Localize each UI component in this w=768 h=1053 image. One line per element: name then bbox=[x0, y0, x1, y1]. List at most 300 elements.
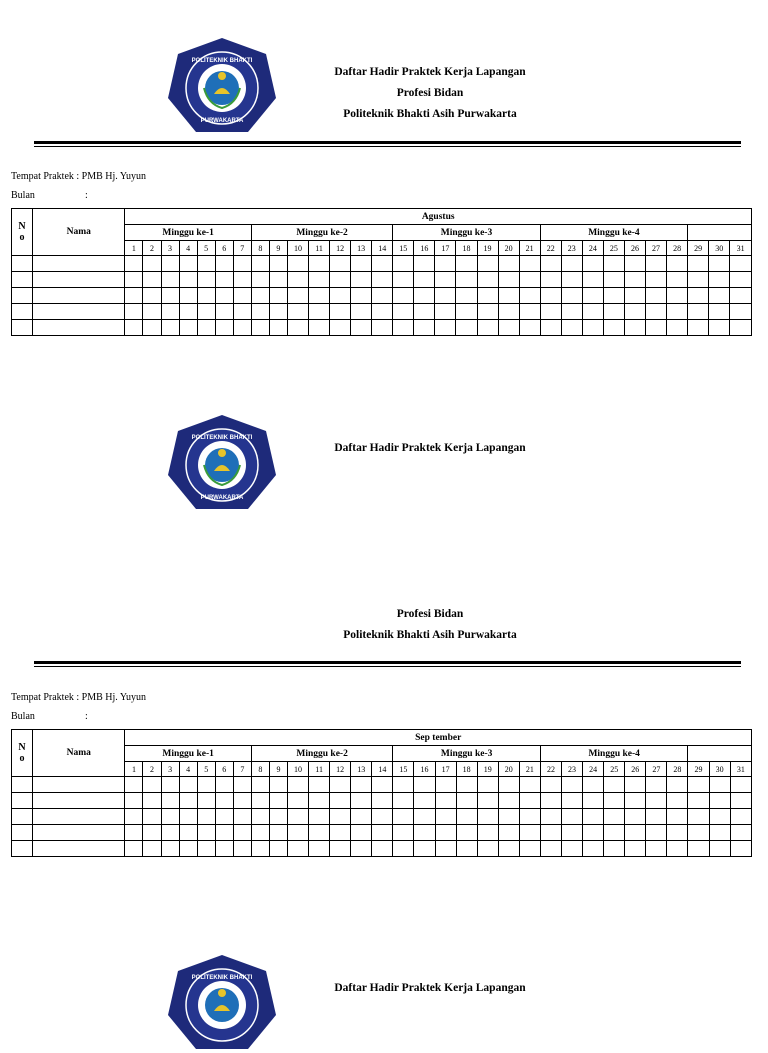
no-cell[interactable] bbox=[12, 256, 33, 272]
attendance-cell[interactable] bbox=[414, 793, 435, 809]
attendance-cell[interactable] bbox=[143, 320, 161, 336]
attendance-cell[interactable] bbox=[688, 320, 709, 336]
nama-cell[interactable] bbox=[33, 320, 125, 336]
attendance-cell[interactable] bbox=[287, 793, 308, 809]
attendance-cell[interactable] bbox=[143, 272, 161, 288]
attendance-cell[interactable] bbox=[456, 288, 477, 304]
attendance-cell[interactable] bbox=[309, 793, 330, 809]
attendance-cell[interactable] bbox=[519, 272, 540, 288]
attendance-cell[interactable] bbox=[435, 272, 456, 288]
attendance-cell[interactable] bbox=[667, 256, 688, 272]
attendance-cell[interactable] bbox=[540, 841, 561, 857]
attendance-cell[interactable] bbox=[372, 304, 393, 320]
attendance-cell[interactable] bbox=[709, 272, 730, 288]
attendance-cell[interactable] bbox=[179, 793, 197, 809]
attendance-cell[interactable] bbox=[456, 793, 477, 809]
attendance-cell[interactable] bbox=[709, 825, 730, 841]
attendance-cell[interactable] bbox=[161, 809, 179, 825]
attendance-cell[interactable] bbox=[414, 777, 435, 793]
attendance-cell[interactable] bbox=[667, 272, 688, 288]
attendance-cell[interactable] bbox=[309, 809, 330, 825]
attendance-cell[interactable] bbox=[309, 841, 330, 857]
attendance-cell[interactable] bbox=[603, 256, 624, 272]
attendance-cell[interactable] bbox=[179, 304, 197, 320]
attendance-cell[interactable] bbox=[393, 320, 414, 336]
attendance-cell[interactable] bbox=[709, 288, 730, 304]
attendance-cell[interactable] bbox=[562, 809, 583, 825]
attendance-cell[interactable] bbox=[161, 320, 179, 336]
attendance-cell[interactable] bbox=[709, 304, 730, 320]
attendance-cell[interactable] bbox=[161, 288, 179, 304]
attendance-cell[interactable] bbox=[215, 320, 233, 336]
attendance-cell[interactable] bbox=[646, 777, 667, 793]
attendance-cell[interactable] bbox=[519, 288, 540, 304]
attendance-cell[interactable] bbox=[351, 304, 372, 320]
nama-cell[interactable] bbox=[33, 288, 125, 304]
attendance-cell[interactable] bbox=[251, 841, 269, 857]
attendance-cell[interactable] bbox=[197, 288, 215, 304]
attendance-cell[interactable] bbox=[582, 272, 603, 288]
attendance-cell[interactable] bbox=[477, 825, 498, 841]
attendance-cell[interactable] bbox=[709, 777, 730, 793]
attendance-cell[interactable] bbox=[603, 272, 624, 288]
attendance-cell[interactable] bbox=[477, 320, 498, 336]
attendance-cell[interactable] bbox=[197, 777, 215, 793]
attendance-cell[interactable] bbox=[688, 777, 709, 793]
attendance-cell[interactable] bbox=[498, 304, 519, 320]
attendance-cell[interactable] bbox=[125, 288, 143, 304]
attendance-cell[interactable] bbox=[251, 777, 269, 793]
attendance-cell[interactable] bbox=[125, 304, 143, 320]
attendance-cell[interactable] bbox=[456, 304, 477, 320]
attendance-cell[interactable] bbox=[540, 809, 561, 825]
attendance-cell[interactable] bbox=[372, 320, 393, 336]
attendance-cell[interactable] bbox=[251, 825, 269, 841]
attendance-cell[interactable] bbox=[179, 825, 197, 841]
attendance-cell[interactable] bbox=[233, 825, 251, 841]
attendance-cell[interactable] bbox=[540, 304, 561, 320]
attendance-cell[interactable] bbox=[435, 256, 456, 272]
attendance-cell[interactable] bbox=[519, 777, 540, 793]
attendance-cell[interactable] bbox=[351, 320, 372, 336]
attendance-cell[interactable] bbox=[477, 841, 498, 857]
attendance-cell[interactable] bbox=[456, 777, 477, 793]
attendance-cell[interactable] bbox=[393, 777, 414, 793]
attendance-cell[interactable] bbox=[540, 777, 561, 793]
attendance-cell[interactable] bbox=[161, 777, 179, 793]
attendance-cell[interactable] bbox=[287, 256, 308, 272]
attendance-cell[interactable] bbox=[730, 777, 751, 793]
attendance-cell[interactable] bbox=[604, 793, 625, 809]
attendance-cell[interactable] bbox=[330, 304, 351, 320]
attendance-cell[interactable] bbox=[215, 809, 233, 825]
attendance-cell[interactable] bbox=[603, 288, 624, 304]
attendance-cell[interactable] bbox=[540, 288, 561, 304]
attendance-cell[interactable] bbox=[688, 793, 709, 809]
attendance-cell[interactable] bbox=[519, 320, 540, 336]
attendance-cell[interactable] bbox=[125, 793, 143, 809]
attendance-cell[interactable] bbox=[730, 825, 751, 841]
attendance-cell[interactable] bbox=[435, 809, 456, 825]
nama-cell[interactable] bbox=[33, 809, 125, 825]
attendance-cell[interactable] bbox=[309, 304, 330, 320]
attendance-cell[interactable] bbox=[143, 825, 161, 841]
attendance-cell[interactable] bbox=[625, 809, 646, 825]
attendance-cell[interactable] bbox=[730, 841, 751, 857]
attendance-cell[interactable] bbox=[624, 304, 645, 320]
attendance-cell[interactable] bbox=[125, 272, 143, 288]
attendance-cell[interactable] bbox=[309, 825, 330, 841]
attendance-cell[interactable] bbox=[143, 256, 161, 272]
attendance-cell[interactable] bbox=[125, 825, 143, 841]
attendance-cell[interactable] bbox=[143, 288, 161, 304]
attendance-cell[interactable] bbox=[582, 256, 603, 272]
attendance-cell[interactable] bbox=[498, 256, 519, 272]
attendance-cell[interactable] bbox=[456, 320, 477, 336]
attendance-cell[interactable] bbox=[667, 288, 688, 304]
attendance-cell[interactable] bbox=[251, 304, 269, 320]
attendance-cell[interactable] bbox=[414, 320, 435, 336]
attendance-cell[interactable] bbox=[309, 272, 330, 288]
attendance-cell[interactable] bbox=[393, 272, 414, 288]
attendance-cell[interactable] bbox=[215, 777, 233, 793]
attendance-cell[interactable] bbox=[179, 320, 197, 336]
attendance-cell[interactable] bbox=[179, 777, 197, 793]
attendance-cell[interactable] bbox=[269, 304, 287, 320]
attendance-cell[interactable] bbox=[372, 272, 393, 288]
attendance-cell[interactable] bbox=[688, 288, 709, 304]
attendance-cell[interactable] bbox=[435, 320, 456, 336]
attendance-cell[interactable] bbox=[688, 809, 709, 825]
attendance-cell[interactable] bbox=[477, 272, 498, 288]
attendance-cell[interactable] bbox=[540, 825, 561, 841]
attendance-cell[interactable] bbox=[179, 809, 197, 825]
attendance-cell[interactable] bbox=[667, 809, 688, 825]
attendance-cell[interactable] bbox=[233, 793, 251, 809]
attendance-cell[interactable] bbox=[730, 272, 752, 288]
attendance-cell[interactable] bbox=[625, 841, 646, 857]
attendance-cell[interactable] bbox=[269, 825, 287, 841]
attendance-cell[interactable] bbox=[269, 288, 287, 304]
nama-cell[interactable] bbox=[33, 304, 125, 320]
attendance-cell[interactable] bbox=[730, 320, 752, 336]
attendance-cell[interactable] bbox=[709, 256, 730, 272]
attendance-cell[interactable] bbox=[477, 809, 498, 825]
nama-cell[interactable] bbox=[33, 841, 125, 857]
attendance-cell[interactable] bbox=[215, 288, 233, 304]
attendance-cell[interactable] bbox=[372, 841, 393, 857]
attendance-cell[interactable] bbox=[351, 272, 372, 288]
attendance-cell[interactable] bbox=[498, 272, 519, 288]
attendance-cell[interactable] bbox=[287, 288, 308, 304]
attendance-cell[interactable] bbox=[179, 256, 197, 272]
attendance-cell[interactable] bbox=[519, 809, 540, 825]
attendance-cell[interactable] bbox=[498, 320, 519, 336]
attendance-cell[interactable] bbox=[309, 288, 330, 304]
attendance-cell[interactable] bbox=[125, 256, 143, 272]
attendance-cell[interactable] bbox=[197, 841, 215, 857]
attendance-cell[interactable] bbox=[519, 793, 540, 809]
attendance-cell[interactable] bbox=[562, 777, 583, 793]
attendance-cell[interactable] bbox=[287, 777, 308, 793]
attendance-cell[interactable] bbox=[143, 809, 161, 825]
attendance-cell[interactable] bbox=[143, 304, 161, 320]
attendance-cell[interactable] bbox=[125, 809, 143, 825]
attendance-cell[interactable] bbox=[498, 825, 519, 841]
attendance-cell[interactable] bbox=[477, 256, 498, 272]
attendance-cell[interactable] bbox=[393, 825, 414, 841]
attendance-cell[interactable] bbox=[215, 793, 233, 809]
attendance-cell[interactable] bbox=[309, 320, 330, 336]
attendance-cell[interactable] bbox=[583, 841, 604, 857]
attendance-cell[interactable] bbox=[197, 320, 215, 336]
attendance-cell[interactable] bbox=[161, 304, 179, 320]
attendance-cell[interactable] bbox=[393, 841, 414, 857]
attendance-cell[interactable] bbox=[540, 272, 561, 288]
attendance-cell[interactable] bbox=[561, 320, 582, 336]
attendance-cell[interactable] bbox=[456, 809, 477, 825]
attendance-cell[interactable] bbox=[233, 320, 251, 336]
attendance-cell[interactable] bbox=[179, 288, 197, 304]
no-cell[interactable] bbox=[12, 304, 33, 320]
attendance-cell[interactable] bbox=[215, 304, 233, 320]
attendance-cell[interactable] bbox=[161, 256, 179, 272]
attendance-cell[interactable] bbox=[562, 793, 583, 809]
attendance-cell[interactable] bbox=[179, 272, 197, 288]
attendance-cell[interactable] bbox=[330, 288, 351, 304]
no-cell[interactable] bbox=[12, 809, 33, 825]
no-cell[interactable] bbox=[12, 777, 33, 793]
attendance-cell[interactable] bbox=[251, 793, 269, 809]
attendance-cell[interactable] bbox=[646, 256, 667, 272]
attendance-cell[interactable] bbox=[233, 256, 251, 272]
attendance-cell[interactable] bbox=[143, 793, 161, 809]
attendance-cell[interactable] bbox=[269, 777, 287, 793]
attendance-cell[interactable] bbox=[330, 272, 351, 288]
attendance-cell[interactable] bbox=[287, 841, 308, 857]
attendance-cell[interactable] bbox=[603, 304, 624, 320]
attendance-cell[interactable] bbox=[582, 304, 603, 320]
attendance-cell[interactable] bbox=[540, 320, 561, 336]
attendance-cell[interactable] bbox=[688, 825, 709, 841]
attendance-cell[interactable] bbox=[688, 256, 709, 272]
attendance-cell[interactable] bbox=[540, 256, 561, 272]
nama-cell[interactable] bbox=[33, 272, 125, 288]
attendance-cell[interactable] bbox=[604, 841, 625, 857]
attendance-cell[interactable] bbox=[309, 777, 330, 793]
attendance-cell[interactable] bbox=[309, 256, 330, 272]
attendance-cell[interactable] bbox=[414, 825, 435, 841]
attendance-cell[interactable] bbox=[498, 809, 519, 825]
attendance-cell[interactable] bbox=[351, 809, 372, 825]
attendance-cell[interactable] bbox=[561, 272, 582, 288]
attendance-cell[interactable] bbox=[233, 272, 251, 288]
attendance-cell[interactable] bbox=[667, 841, 688, 857]
attendance-cell[interactable] bbox=[519, 304, 540, 320]
attendance-cell[interactable] bbox=[435, 304, 456, 320]
attendance-cell[interactable] bbox=[251, 320, 269, 336]
attendance-cell[interactable] bbox=[215, 272, 233, 288]
attendance-cell[interactable] bbox=[414, 809, 435, 825]
attendance-cell[interactable] bbox=[351, 777, 372, 793]
attendance-cell[interactable] bbox=[519, 825, 540, 841]
attendance-cell[interactable] bbox=[269, 793, 287, 809]
attendance-cell[interactable] bbox=[251, 288, 269, 304]
attendance-cell[interactable] bbox=[269, 320, 287, 336]
attendance-cell[interactable] bbox=[603, 320, 624, 336]
attendance-cell[interactable] bbox=[709, 793, 730, 809]
attendance-cell[interactable] bbox=[583, 793, 604, 809]
attendance-cell[interactable] bbox=[582, 320, 603, 336]
attendance-cell[interactable] bbox=[179, 841, 197, 857]
attendance-cell[interactable] bbox=[624, 320, 645, 336]
attendance-cell[interactable] bbox=[583, 777, 604, 793]
nama-cell[interactable] bbox=[33, 793, 125, 809]
attendance-cell[interactable] bbox=[143, 841, 161, 857]
nama-cell[interactable] bbox=[33, 825, 125, 841]
attendance-cell[interactable] bbox=[540, 793, 561, 809]
attendance-cell[interactable] bbox=[197, 256, 215, 272]
attendance-cell[interactable] bbox=[414, 288, 435, 304]
attendance-cell[interactable] bbox=[709, 841, 730, 857]
attendance-cell[interactable] bbox=[604, 809, 625, 825]
attendance-cell[interactable] bbox=[604, 777, 625, 793]
attendance-cell[interactable] bbox=[251, 809, 269, 825]
attendance-cell[interactable] bbox=[646, 320, 667, 336]
attendance-cell[interactable] bbox=[562, 825, 583, 841]
attendance-cell[interactable] bbox=[646, 272, 667, 288]
attendance-cell[interactable] bbox=[330, 825, 351, 841]
attendance-cell[interactable] bbox=[269, 809, 287, 825]
attendance-cell[interactable] bbox=[287, 825, 308, 841]
attendance-cell[interactable] bbox=[456, 256, 477, 272]
attendance-cell[interactable] bbox=[269, 272, 287, 288]
attendance-cell[interactable] bbox=[351, 288, 372, 304]
attendance-cell[interactable] bbox=[435, 825, 456, 841]
attendance-cell[interactable] bbox=[730, 288, 752, 304]
attendance-cell[interactable] bbox=[372, 793, 393, 809]
attendance-cell[interactable] bbox=[456, 272, 477, 288]
attendance-cell[interactable] bbox=[709, 809, 730, 825]
attendance-cell[interactable] bbox=[330, 320, 351, 336]
attendance-cell[interactable] bbox=[197, 825, 215, 841]
attendance-cell[interactable] bbox=[435, 793, 456, 809]
attendance-cell[interactable] bbox=[646, 793, 667, 809]
attendance-cell[interactable] bbox=[709, 320, 730, 336]
attendance-cell[interactable] bbox=[351, 793, 372, 809]
attendance-cell[interactable] bbox=[215, 825, 233, 841]
attendance-cell[interactable] bbox=[330, 809, 351, 825]
attendance-cell[interactable] bbox=[435, 288, 456, 304]
attendance-cell[interactable] bbox=[125, 841, 143, 857]
attendance-cell[interactable] bbox=[269, 256, 287, 272]
attendance-cell[interactable] bbox=[624, 256, 645, 272]
attendance-cell[interactable] bbox=[287, 304, 308, 320]
no-cell[interactable] bbox=[12, 288, 33, 304]
attendance-cell[interactable] bbox=[197, 793, 215, 809]
attendance-cell[interactable] bbox=[498, 793, 519, 809]
attendance-cell[interactable] bbox=[477, 304, 498, 320]
attendance-cell[interactable] bbox=[646, 825, 667, 841]
attendance-cell[interactable] bbox=[604, 825, 625, 841]
attendance-cell[interactable] bbox=[498, 288, 519, 304]
attendance-cell[interactable] bbox=[287, 272, 308, 288]
attendance-cell[interactable] bbox=[561, 304, 582, 320]
attendance-cell[interactable] bbox=[393, 793, 414, 809]
attendance-cell[interactable] bbox=[519, 256, 540, 272]
nama-cell[interactable] bbox=[33, 256, 125, 272]
attendance-cell[interactable] bbox=[625, 777, 646, 793]
attendance-cell[interactable] bbox=[161, 793, 179, 809]
attendance-cell[interactable] bbox=[251, 256, 269, 272]
attendance-cell[interactable] bbox=[287, 809, 308, 825]
attendance-cell[interactable] bbox=[498, 841, 519, 857]
no-cell[interactable] bbox=[12, 320, 33, 336]
attendance-cell[interactable] bbox=[233, 777, 251, 793]
attendance-cell[interactable] bbox=[351, 841, 372, 857]
attendance-cell[interactable] bbox=[646, 288, 667, 304]
attendance-cell[interactable] bbox=[393, 256, 414, 272]
attendance-cell[interactable] bbox=[330, 793, 351, 809]
attendance-cell[interactable] bbox=[688, 272, 709, 288]
attendance-cell[interactable] bbox=[498, 777, 519, 793]
attendance-cell[interactable] bbox=[215, 256, 233, 272]
attendance-cell[interactable] bbox=[125, 320, 143, 336]
attendance-cell[interactable] bbox=[646, 809, 667, 825]
attendance-cell[interactable] bbox=[351, 825, 372, 841]
attendance-cell[interactable] bbox=[233, 809, 251, 825]
attendance-cell[interactable] bbox=[287, 320, 308, 336]
attendance-cell[interactable] bbox=[730, 256, 752, 272]
attendance-cell[interactable] bbox=[330, 841, 351, 857]
attendance-cell[interactable] bbox=[625, 825, 646, 841]
attendance-cell[interactable] bbox=[583, 809, 604, 825]
attendance-cell[interactable] bbox=[372, 825, 393, 841]
attendance-cell[interactable] bbox=[667, 320, 688, 336]
attendance-cell[interactable] bbox=[197, 304, 215, 320]
attendance-cell[interactable] bbox=[688, 304, 709, 320]
no-cell[interactable] bbox=[12, 272, 33, 288]
attendance-cell[interactable] bbox=[562, 841, 583, 857]
attendance-cell[interactable] bbox=[251, 272, 269, 288]
attendance-cell[interactable] bbox=[161, 841, 179, 857]
attendance-cell[interactable] bbox=[143, 777, 161, 793]
attendance-cell[interactable] bbox=[667, 825, 688, 841]
attendance-cell[interactable] bbox=[477, 777, 498, 793]
attendance-cell[interactable] bbox=[583, 825, 604, 841]
attendance-cell[interactable] bbox=[477, 288, 498, 304]
attendance-cell[interactable] bbox=[561, 256, 582, 272]
attendance-cell[interactable] bbox=[625, 793, 646, 809]
attendance-cell[interactable] bbox=[161, 825, 179, 841]
attendance-cell[interactable] bbox=[414, 841, 435, 857]
attendance-cell[interactable] bbox=[372, 256, 393, 272]
attendance-cell[interactable] bbox=[197, 272, 215, 288]
attendance-cell[interactable] bbox=[646, 841, 667, 857]
attendance-cell[interactable] bbox=[372, 777, 393, 793]
attendance-cell[interactable] bbox=[233, 841, 251, 857]
attendance-cell[interactable] bbox=[330, 777, 351, 793]
attendance-cell[interactable] bbox=[215, 841, 233, 857]
no-cell[interactable] bbox=[12, 841, 33, 857]
attendance-cell[interactable] bbox=[730, 809, 751, 825]
no-cell[interactable] bbox=[12, 825, 33, 841]
attendance-cell[interactable] bbox=[456, 841, 477, 857]
attendance-cell[interactable] bbox=[730, 793, 751, 809]
attendance-cell[interactable] bbox=[414, 272, 435, 288]
attendance-cell[interactable] bbox=[414, 256, 435, 272]
attendance-cell[interactable] bbox=[125, 777, 143, 793]
